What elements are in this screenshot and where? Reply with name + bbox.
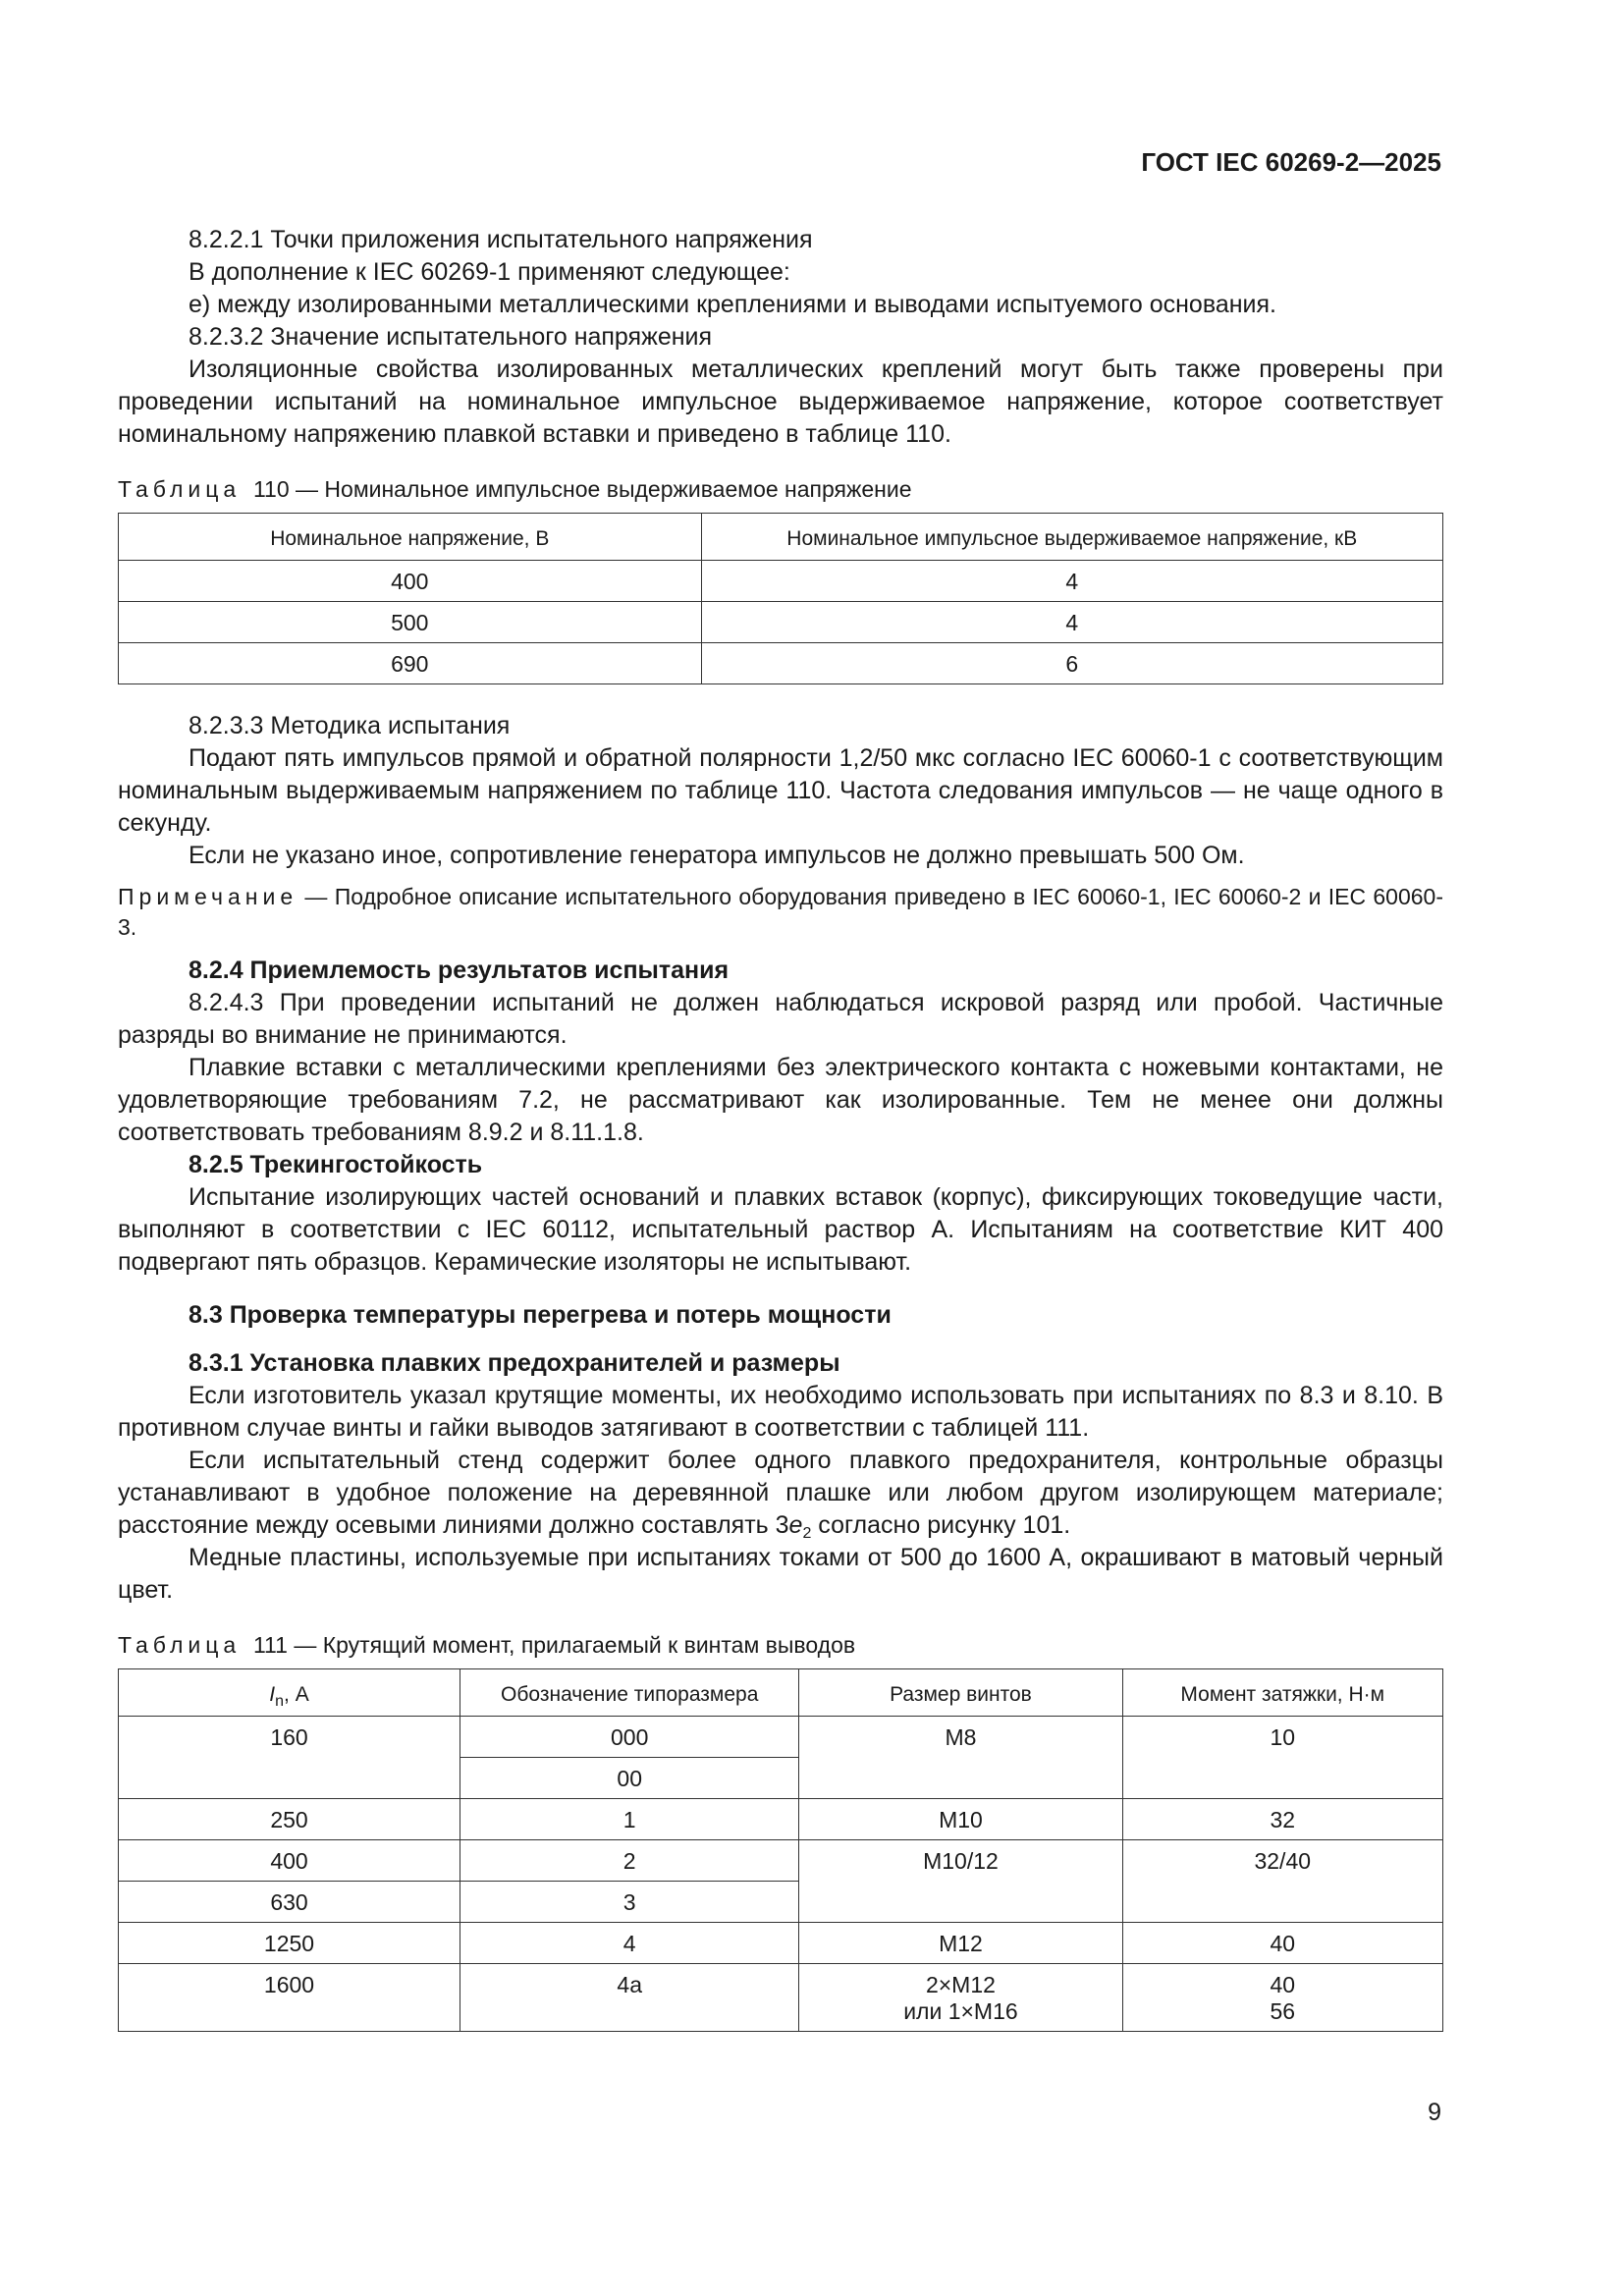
paragraph: e) между изолированными металлическими креплениями и выводами испытуемого основания. <box>189 291 1276 318</box>
variable-e: e <box>788 1511 803 1539</box>
table-cell: 2 <box>460 1840 799 1882</box>
table-cell: M8 <box>799 1717 1122 1799</box>
paragraph: 8.2.4.3 При проведении испытаний не должен наблюдаться искровой разряд или пробой. Частичные разряды во внимание не принимаются. <box>118 989 1443 1049</box>
table-row <box>119 1717 1443 1758</box>
paragraph: Если изготовитель указал крутящие моменты, их необходимо использовать при испытаниях по 8.3 и 8.10. В противном случае винты и гайки выводов затягивают в соответствии с таблицей 111. <box>118 1382 1443 1442</box>
table-110 <box>118 513 1443 684</box>
paragraph: Если не указано иное, сопротивление генератора импульсов не должно превышать 500 Ом. <box>189 842 1245 869</box>
table-cell: 3 <box>460 1882 799 1923</box>
note <box>118 882 1443 943</box>
clause-8-2-5-title: 8.2.5 Трекингостойкость <box>189 1151 483 1178</box>
paragraph: В дополнение к IEC 60269-1 применяют следующее: <box>189 258 790 286</box>
table-cell: 500 <box>119 602 702 643</box>
clause-8-2-3-3-title: 8.2.3.3 Методика испытания <box>189 712 511 739</box>
paragraph: Подают пять импульсов прямой и обратной полярности 1,2/50 мкс согласно IEC 60060-1 с соответствующим номинальным выдерживаемым напряжением по таблице 110. Частота следования импульсов — не чаще одного в секунду. <box>118 744 1443 837</box>
paragraph: Медные пластины, используемые при испытаниях токами от 500 до 1600 А, окрашивают в матовый черный цвет. <box>118 1544 1443 1604</box>
table-cell: 6 <box>701 643 1442 684</box>
subscript: n <box>275 1693 285 1710</box>
table-cell: M10 <box>799 1799 1122 1840</box>
table-cell: 250 <box>119 1799 460 1840</box>
column-header: Номинальное импульсное выдерживаемое напряжение, кВ <box>701 514 1442 561</box>
table-cell <box>799 1964 1122 2032</box>
note-label: Примечание <box>118 884 298 909</box>
column-header: Момент затяжки, Н·м <box>1122 1669 1442 1717</box>
table-110-caption <box>118 474 1443 504</box>
table-row <box>119 1923 1443 1964</box>
table-cell <box>1122 1964 1442 2032</box>
variable-i: I <box>269 1683 276 1706</box>
column-header: Номинальное напряжение, В <box>119 514 702 561</box>
table-cell: 32/40 <box>1122 1840 1442 1923</box>
column-header: Размер винтов <box>799 1669 1122 1717</box>
table-row <box>119 1799 1443 1840</box>
clause-8-2-3-2-title: 8.2.3.2 Значение испытательного напряжения <box>189 323 713 351</box>
table-cell: 1600 <box>119 1964 460 2032</box>
table-cell: 400 <box>119 561 702 602</box>
table-cell: 690 <box>119 643 702 684</box>
clause-8-3-title: 8.3 Проверка температуры перегрева и потерь мощности <box>189 1301 892 1329</box>
table-cell: 40 <box>1122 1923 1442 1964</box>
cell-line: 40 <box>1270 1972 1296 1997</box>
table-cell: 000 <box>460 1717 799 1758</box>
paragraph-text: согласно рисунку 101. <box>811 1511 1071 1539</box>
table-label: Таблица <box>118 1632 242 1658</box>
table-cell: 1 <box>460 1799 799 1840</box>
table-cell: 4 <box>460 1923 799 1964</box>
cell-line: 2×M12 <box>925 1972 996 1997</box>
table-cell: 4 <box>701 561 1442 602</box>
table-cell: 4 <box>701 602 1442 643</box>
table-cell: 00 <box>460 1758 799 1799</box>
table-row <box>119 1964 1443 2032</box>
paragraph: Плавкие вставки с металлическими креплениями без электрического контакта с ножевыми контактами, не удовлетворяющие требованиям 7.2, не рассматривают как изолированные. Тем не менее они должны соответствовать требованиям 8.9.2 и 8.11.1.8. <box>118 1054 1443 1146</box>
table-caption-text: 111 — Крутящий момент, прилагаемый к винтам выводов <box>252 1632 856 1658</box>
cell-line: или 1×M16 <box>903 1998 1018 2024</box>
table-caption-text: 110 — Номинальное импульсное выдерживаемое напряжение <box>252 476 912 502</box>
clause-8-2-2-1-title: 8.2.2.1 Точки приложения испытательного напряжения <box>189 226 813 253</box>
column-header: Обозначение типоразмера <box>460 1669 799 1717</box>
paragraph: Испытание изолирующих частей оснований и плавких вставок (корпус), фиксирующих токоведущие части, выполняют в соответствии с IEC 60112, испытательный раствор А. Испытаниям на соответствие КИТ 400 подвергают пять образцов. Керамические изоляторы не испытывают. <box>118 1183 1443 1276</box>
table-111 <box>118 1668 1443 2032</box>
table-cell: M12 <box>799 1923 1122 1964</box>
table-cell: 630 <box>119 1882 460 1923</box>
table-cell: 32 <box>1122 1799 1442 1840</box>
table-cell: 160 <box>119 1717 460 1799</box>
table-cell: M10/12 <box>799 1840 1122 1923</box>
clause-8-2-4-title: 8.2.4 Приемлемость результатов испытания <box>189 957 730 984</box>
table-row <box>119 561 1443 602</box>
clause-8-3-1-title: 8.3.1 Установка плавких предохранителей и размеры <box>189 1349 840 1377</box>
page-number: 9 <box>1428 2099 1441 2126</box>
standard-designation: ГОСТ IEC 60269-2—2025 <box>1141 147 1441 177</box>
note-text: — Подробное описание испытательного оборудования приведено в IEC 60060-1, IEC 60060-2 и IEC 60060-3. <box>118 884 1443 940</box>
table-cell: 4а <box>460 1964 799 2032</box>
table-header-row <box>119 514 1443 561</box>
page-content <box>118 224 1443 2032</box>
table-label: Таблица <box>118 476 242 502</box>
paragraph: Изоляционные свойства изолированных металлических креплений могут быть также проверены при проведении испытаний на номинальное импульсное выдерживаемое напряжение, которое соответствует номинальному напряжению плавкой вставки и приведено в таблице 110. <box>118 355 1443 448</box>
table-row <box>119 643 1443 684</box>
table-cell: 400 <box>119 1840 460 1882</box>
table-row <box>119 1840 1443 1882</box>
table-row <box>119 602 1443 643</box>
paragraph-text: Если испытательный стенд содержит более одного плавкого предохранителя, контрольные образцы устанавливают в удобное положение на деревянной плашке или любом другом изолирующем материале; расстояние между осевыми линиями должно составлять 3 <box>118 1447 1443 1539</box>
table-cell: 10 <box>1122 1717 1442 1799</box>
paragraph <box>118 1445 1443 1542</box>
table-cell: 1250 <box>119 1923 460 1964</box>
header-unit: , А <box>284 1683 309 1706</box>
subscript: 2 <box>802 1525 812 1542</box>
table-111-caption <box>118 1630 1443 1660</box>
cell-line: 56 <box>1270 1998 1296 2024</box>
table-header-row <box>119 1669 1443 1717</box>
column-header-in <box>119 1669 460 1717</box>
